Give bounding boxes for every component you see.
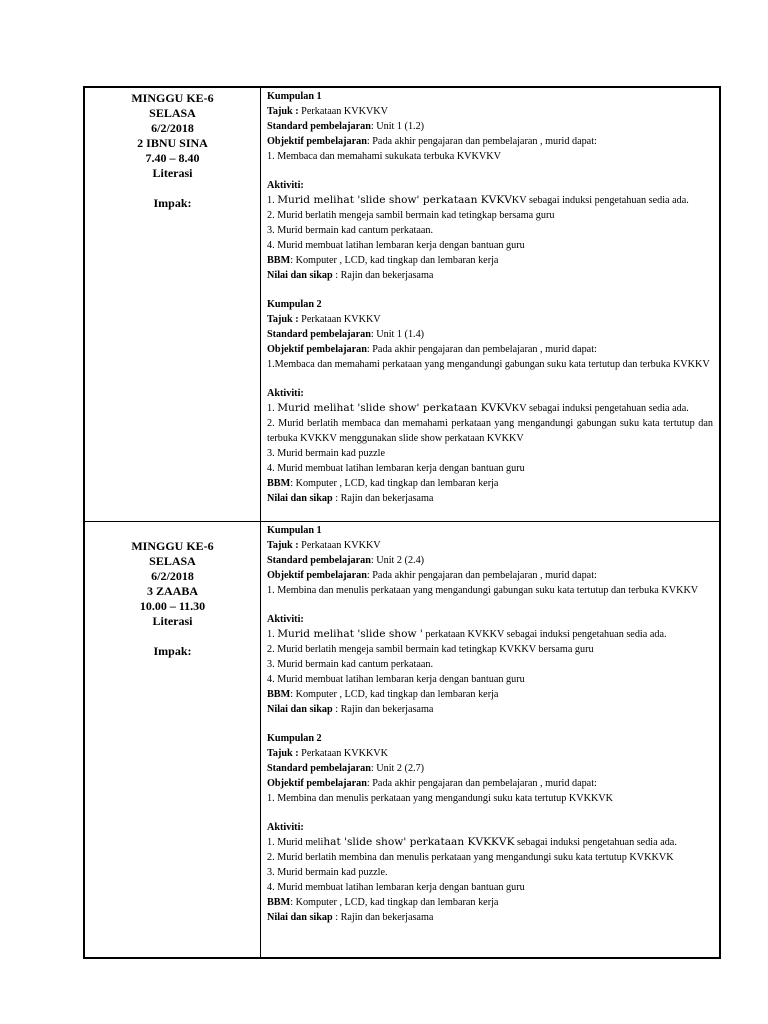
standard-value: : Unit 2 (2.4) xyxy=(370,554,425,566)
activity-item: 2. Murid berlatih mengeja sambil bermain kad tetingkap bersama guru xyxy=(267,210,555,221)
bbm-value: : Komputer , LCD, kad tingkap dan lembaran kerja xyxy=(290,478,499,489)
objective-label: Objektif pembelajaran xyxy=(267,569,367,581)
activity-item: 3. Murid bermain kad cantum perkataan. xyxy=(267,658,434,670)
bbm-value: : Komputer , LCD, kad tingkap dan lembaran kerja xyxy=(290,255,499,266)
group-title: Kumpulan 1 xyxy=(267,91,322,102)
activity-item: 2. Murid berlatih membaca dan memahami perkataan yang mengandungi gabungan suku kata tertutup dan terbuka KVKKV menggunakan slide show perkataan KVKKV xyxy=(267,418,713,444)
session-info-cell xyxy=(84,87,261,521)
activity-item: 4. Murid membuat latihan lembaran kerja dengan bantuan guru xyxy=(267,463,525,474)
session-info-cell xyxy=(84,521,261,958)
impact-label: Impak: xyxy=(153,643,192,658)
session-row xyxy=(84,87,720,521)
activity-item: 3. Murid bermain kad cantum perkataan. xyxy=(267,225,434,236)
bbm-label: BBM xyxy=(267,896,291,908)
bbm-label: BBM xyxy=(267,478,291,489)
objective-item: 1.Membaca dan memahami perkataan yang mengandungi gabungan suku kata tertutup dan terbuka KVKKV xyxy=(267,359,710,370)
bbm-label: BBM xyxy=(267,255,291,266)
standard-label: Standard pembelajaran xyxy=(267,762,371,774)
group-title: Kumpulan 2 xyxy=(267,299,322,310)
date-label: 6/2/2018 xyxy=(151,568,194,583)
values-label: Nilai dan sikap xyxy=(267,270,333,281)
activity-item: 1. Murid melihat 'slide show' perkataan KVKVKV sebagai induksi pengetahuan sedia ada. xyxy=(267,194,689,206)
activities-label: Aktiviti: xyxy=(267,613,304,625)
values-value: : Rajin dan bekerjasama xyxy=(332,493,434,504)
time-label: 7.40 – 8.40 xyxy=(145,151,200,165)
standard-value: : Unit 2 (2.7) xyxy=(370,762,425,774)
activity-item: 1. Murid melihat 'slide show' perkataan KVKKVK sebagai induksi pengetahuan sedia ada. xyxy=(267,835,677,848)
activity-item: 2. Murid berlatih membina dan menulis perkataan yang mengandungi suku kata tertutup KVKKVK xyxy=(267,851,674,863)
topic-label: Tajuk : xyxy=(267,314,299,325)
activity-item: 1. Murid melihat 'slide show ' perkataan KVKKV sebagai induksi pengetahuan sedia ada. xyxy=(267,627,667,640)
activity-item: 2. Murid berlatih mengeja sambil bermain kad tetingkap KVKKV bersama guru xyxy=(267,643,594,655)
topic-label: Tajuk : xyxy=(267,106,299,117)
subject-label: Literasi xyxy=(152,613,193,628)
class-label: 2 IBNU SINA xyxy=(137,136,208,150)
objective-item: 1. Membina dan menulis perkataan yang mengandungi suku kata tertutup KVKKVK xyxy=(267,792,614,804)
session-row xyxy=(84,521,720,958)
values-value: : Rajin dan bekerjasama xyxy=(332,270,434,281)
activity-item: 3. Murid bermain kad puzzle. xyxy=(267,866,388,878)
topic-value: Perkataan KVKKV xyxy=(301,539,381,551)
objective-label: Objektif pembelajaran xyxy=(267,136,367,147)
objective-value: : Pada akhir pengajaran dan pembelajaran , murid dapat: xyxy=(366,569,597,581)
objective-value: : Pada akhir pengajaran dan pembelajaran , murid dapat: xyxy=(366,777,597,789)
topic-label: Tajuk : xyxy=(267,539,299,551)
session-detail-cell xyxy=(261,87,721,521)
objective-item: 1. Membaca dan memahami sukukata terbuka KVKVKV xyxy=(267,151,501,162)
topic-value: Perkataan KVKKVK xyxy=(301,747,389,759)
week-label: MINGGU KE-6 xyxy=(131,538,214,553)
values-label: Nilai dan sikap xyxy=(267,703,333,715)
class-label: 3 ZAABA xyxy=(146,583,198,598)
values-value: : Rajin dan bekerjasama xyxy=(332,911,434,923)
activities-label: Aktiviti: xyxy=(267,821,304,833)
activity-item: 4. Murid membuat latihan lembaran kerja dengan bantuan guru xyxy=(267,881,525,893)
standard-label: Standard pembelajaran xyxy=(267,329,371,340)
standard-label: Standard pembelajaran xyxy=(267,121,371,132)
activity-item: 1. Murid melihat 'slide show' perkataan KVKVKV sebagai induksi pengetahuan sedia ada. xyxy=(267,402,689,414)
topic-value: Perkataan KVKKV xyxy=(301,314,381,325)
objective-label: Objektif pembelajaran xyxy=(267,777,367,789)
standard-value: : Unit 1 (1.4) xyxy=(370,329,425,340)
day-label: SELASA xyxy=(149,106,196,120)
objective-item: 1. Membina dan menulis perkataan yang mengandungi gabungan suku kata tertutup dan terbuka KVKKV xyxy=(267,584,699,596)
group-title: Kumpulan 1 xyxy=(267,524,322,536)
bbm-value: : Komputer , LCD, kad tingkap dan lembaran kerja xyxy=(290,688,499,700)
topic-label: Tajuk : xyxy=(267,747,299,759)
values-label: Nilai dan sikap xyxy=(267,493,333,504)
standard-value: : Unit 1 (1.2) xyxy=(370,121,425,132)
topic-value: Perkataan KVKVKV xyxy=(301,106,389,117)
objective-value: : Pada akhir pengajaran dan pembelajaran , murid dapat: xyxy=(366,344,597,355)
time-label: 10.00 – 11.30 xyxy=(139,598,206,613)
lesson-plan-table xyxy=(83,86,721,959)
week-label: MINGGU KE-6 xyxy=(131,91,214,105)
values-label: Nilai dan sikap xyxy=(267,911,333,923)
values-value: : Rajin dan bekerjasama xyxy=(332,703,434,715)
date-label: 6/2/2018 xyxy=(151,121,194,135)
activity-item: 4. Murid membuat latihan lembaran kerja dengan bantuan guru xyxy=(267,673,525,685)
impact-label: Impak: xyxy=(153,196,192,210)
group-title: Kumpulan 2 xyxy=(267,732,322,744)
objective-value: : Pada akhir pengajaran dan pembelajaran , murid dapat: xyxy=(366,136,597,147)
activities-label: Aktiviti: xyxy=(267,388,304,399)
session-detail-cell xyxy=(261,521,721,958)
standard-label: Standard pembelajaran xyxy=(267,554,371,566)
activity-item: 4. Murid membuat latihan lembaran kerja dengan bantuan guru xyxy=(267,240,525,251)
activities-label: Aktiviti: xyxy=(267,180,304,191)
bbm-value: : Komputer , LCD, kad tingkap dan lembaran kerja xyxy=(290,896,499,908)
activity-item: 3. Murid bermain kad puzzle xyxy=(267,448,385,459)
subject-label: Literasi xyxy=(152,166,193,180)
objective-label: Objektif pembelajaran xyxy=(267,344,367,355)
day-label: SELASA xyxy=(149,553,196,568)
bbm-label: BBM xyxy=(267,688,291,700)
